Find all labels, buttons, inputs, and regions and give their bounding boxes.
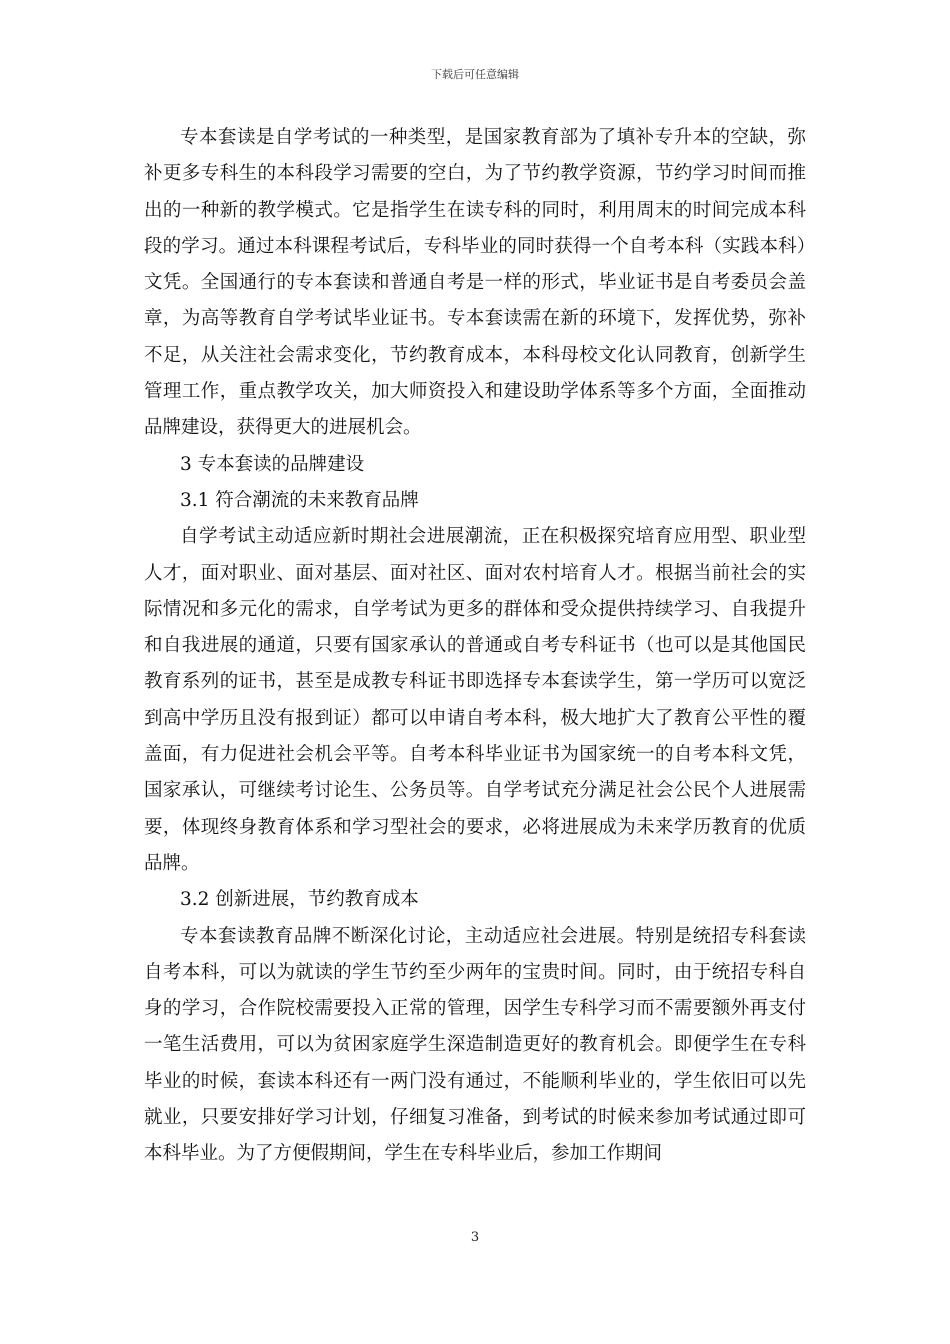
subsection-heading-3-2: 3.2 创新进展，节约教育成本 bbox=[180, 889, 419, 911]
page-number: 3 bbox=[470, 1230, 480, 1245]
subsection-heading-3-1: 3.1 符合潮流的未来教育品牌 bbox=[180, 489, 419, 511]
page-header: 下载后可任意编辑 bbox=[431, 68, 519, 81]
paragraph-intro: 专本套读是自学考试的一种类型，是国家教育部为了填补专升本的空缺，弥补更多专科生的本科段学习需要的空白，为了节约教学资源，节约学习时间而推出的一种新的教学模式。它是指学生在读专科的同时，利用周末的时间完成本科段的学习。通过本科课程考试后，专科毕业的同时获得一个自考本科（实践本科）文凭。全国通行的专本套读和普通自考是一样的形式，毕业证书是自考委员会盖章，为高等教育自学考试毕业证书。专本套读需在新的环境下，发挥优势，弥补不足，从关注社会需求变化，节约教育成本，本科母校文化认同教育，创新学生管理工作，重点教学攻关，加大师资投入和建设助学体系等多个方面，全面推动品牌建设，获得更大的进展机会。 bbox=[144, 127, 806, 439]
paragraph-future-brand: 自学考试主动适应新时期社会进展潮流，正在积极探究培育应用型、职业型人才，面对职业、面对基层、面对社区、面对农村培育人才。根据当前社会的实际情况和多元化的需求，自学考试为更多的群体和受众提供持续学习、自我提升和自我进展的通道，只要有国家承认的普通或自考专科证书（也可以是其他国民教育系列的证书，甚至是成教专科证书即选择专本套读学生，第一学历可以宽泛到高中学历且没有报到证）都可以申请自考本科，极大地扩大了教育公平性的覆盖面，有力促进社会机会平等。自考本科毕业证书为国家统一的自考本科文凭，国家承认，可继续考讨论生、公务员等。自学考试充分满足社会公民个人进展需要，体现终身教育体系和学习型社会的要求，必将进展成为未来学历教育的优质品牌。 bbox=[144, 526, 806, 874]
section-heading-3: 3 专本套读的品牌建设 bbox=[180, 453, 365, 475]
paragraph-cost-saving: 专本套读教育品牌不断深化讨论，主动适应社会进展。特别是统招专科套读自考本科，可以为就读的学生节约至少两年的宝贵时间。同时，由于统招专科自身的学习，合作院校需要投入正常的管理，因学生专科学习而不需要额外再支付一笔生活费用，可以为贫困家庭学生深造制造更好的教育机会。即便学生在专科毕业的时候，套读本科还有一两门没有通过，不能顺利毕业的，学生依旧可以先就业，只要安排好学习计划，仔细复习准备，到考试的时候来参加考试通过即可本科毕业。为了方便假期间，学生在专科毕业后，参加工作期间 bbox=[144, 925, 806, 1165]
document-body bbox=[144, 120, 806, 1173]
